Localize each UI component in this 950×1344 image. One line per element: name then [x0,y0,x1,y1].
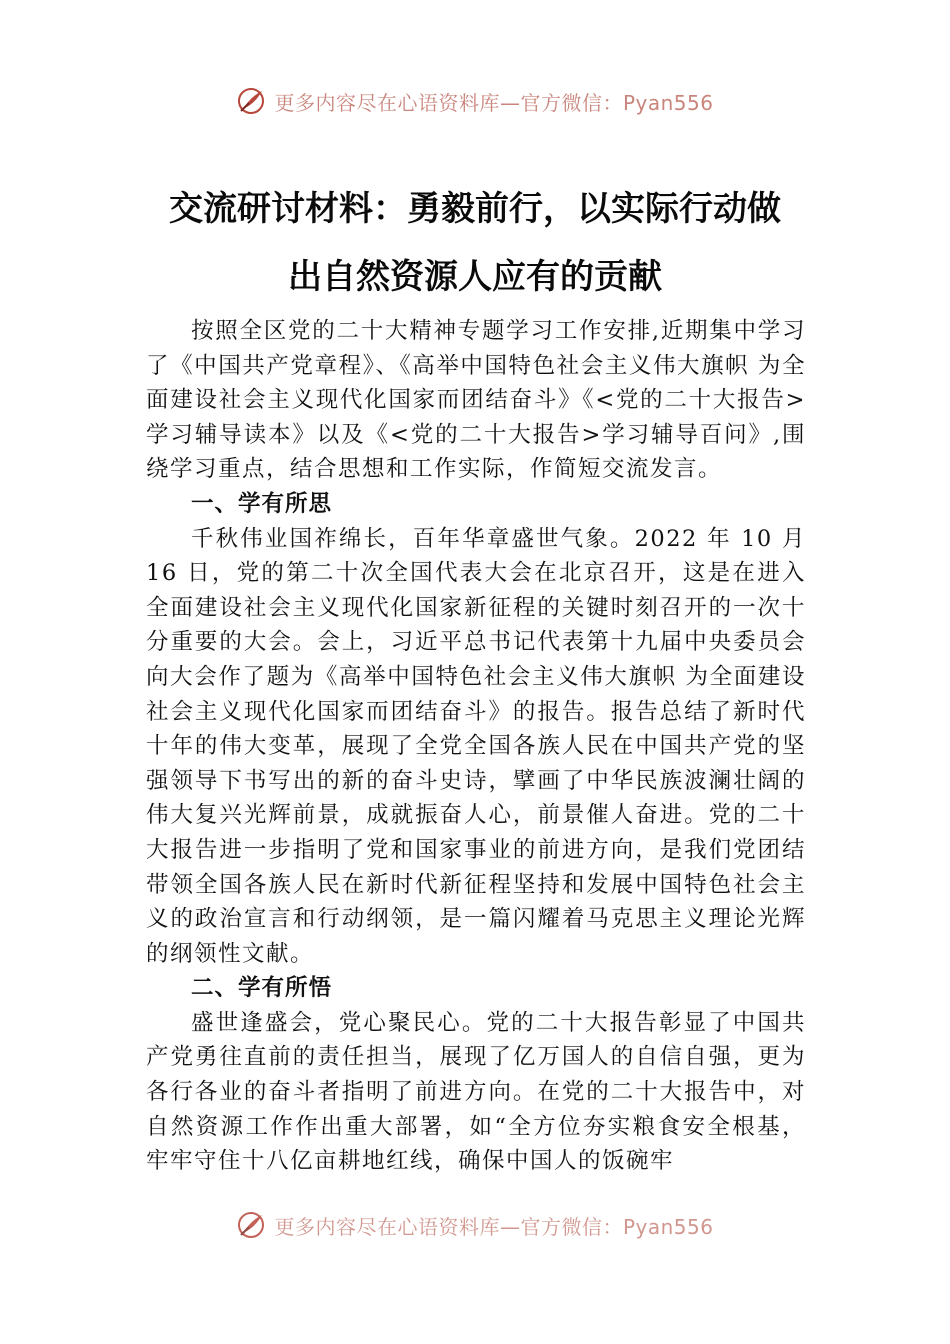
watermark-text-footer: 更多内容尽在心语资料库—官方微信：Pyan556 [274,1214,714,1239]
watermark-text: 更多内容尽在心语资料库—官方微信：Pyan556 [274,90,714,115]
section-1-paragraph: 千秋伟业国祚绵长，百年华章盛世气象。2022 年 10 月 16 日，党的第二十次全国代表大会在北京召开，这是在进入全面建设社会主义现代化国家新征程的关键时刻召开的一次十分重要的大会。会上，习近平总书记代表第十九届中央委员会向大会作了题为《高举中国特色社会主义伟大旗帜 为全面建设社会主义现代化国家而团结奋斗》的报告。报告总结了新时代十年的伟大变革，展现了全党全国各族人民在中国共产党的坚强领导下书写出的新的奋斗史诗，擘画了中华民族波澜壮阔的伟大复兴光辉前景，成就振奋人心，前景催人奋进。党的二十大报告进一步指明了党和国家事业的前进方向，是我们党团结带领全国各族人民在新时代新征程坚持和发展中国特色社会主义的政治宣言和行动纲领，是一篇闪耀着马克思主义理论光辉的纲领性文献。 [146,525,806,967]
intro-paragraph: 按照全区党的二十大精神专题学习工作安排,近期集中学习了《中国共产党章程》、《高举中国特色社会主义伟大旗帜 为全面建设社会主义现代化国家而团结奋斗》《<党的二十大报告>学习辅导读本》以及《<党的二十大报告>学习辅导百问》,围绕学习重点，结合思想和工作实际，作简短交流发言。 [146,318,806,483]
document-body [146,314,806,1179]
section-heading-2: 二、学有所悟 [191,975,333,1002]
header-watermark [0,86,950,116]
document-title-line-2: 出自然资源人应有的贡献 [288,257,662,297]
section-heading-1: 一、学有所思 [191,490,333,517]
document-title-line-1: 交流研讨材料：勇毅前行，以实际行动做 [169,189,781,229]
footer-watermark [0,1210,950,1240]
section-2-paragraph: 盛世逢盛会，党心聚民心。党的二十大报告彰显了中国共产党勇往直前的责任担当，展现了亿万国人的自信自强，更为各行各业的奋斗者指明了前进方向。在党的二十大报告中，对自然资源工作作出重大部署，如“全方位夯实粮食安全根基，牢牢守住十八亿亩耕地红线，确保中国人的饭碗牢 [146,1009,806,1175]
feather-quill-logo-icon [236,86,266,116]
feather-quill-logo-icon [236,1210,266,1240]
